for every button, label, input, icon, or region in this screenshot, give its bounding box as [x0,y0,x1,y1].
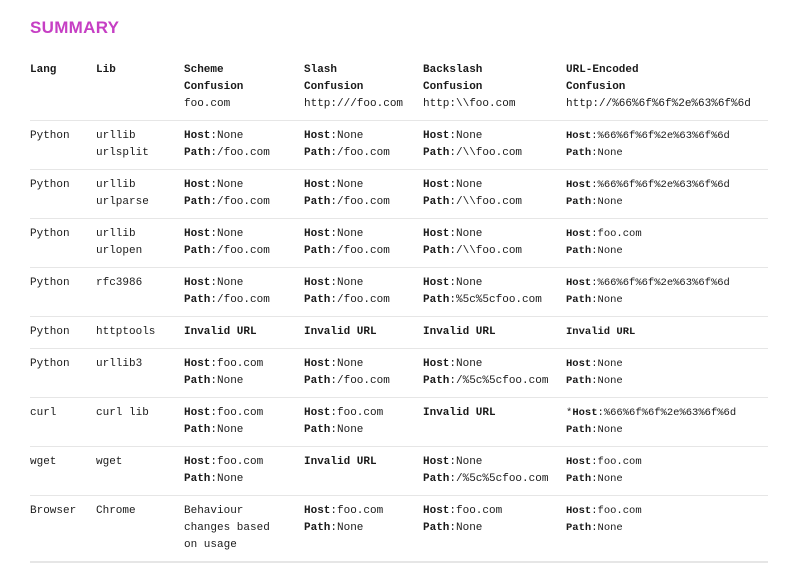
host-value: :None [210,179,244,191]
path-value: :None [330,424,364,436]
cell-scheme [184,268,304,317]
host-label: Host [566,179,592,191]
host-label: Host [423,456,450,468]
path-value: :/\\foo.com [449,245,523,257]
host-value: :None [330,228,364,240]
cell-backslash [423,398,566,447]
cell-lib [96,317,184,349]
host-line [304,177,423,194]
asterisk-note: * [566,407,573,419]
cell-backslash [423,121,566,170]
header-scheme-line2: Confusion [184,81,244,93]
host-value: :None [330,358,364,370]
path-line [423,471,566,488]
path-label: Path [304,196,331,208]
header-encoded-line1: URL-Encoded [566,64,639,76]
host-value: :foo.com [210,358,264,370]
table-row [30,447,768,496]
path-label: Path [304,294,331,306]
path-label: Path [184,424,211,436]
cell-lib [96,219,184,268]
path-line [423,145,566,162]
host-line [566,454,768,471]
host-label: Host [566,358,592,370]
host-label: Host [184,456,211,468]
cell-slash [304,317,423,349]
host-line [184,454,304,471]
path-line [423,243,566,260]
cell-backslash [423,170,566,219]
path-label: Path [304,245,331,257]
header-lib: Lib [96,64,116,76]
cell-backslash [423,219,566,268]
host-line [566,177,768,194]
path-label: Path [566,196,592,208]
path-line [184,373,304,390]
invalid-url-label: Invalid URL [423,407,496,419]
path-line [304,292,423,309]
path-value: :None [591,375,623,387]
header-scheme [184,62,304,121]
cell-lang: Python [30,277,70,289]
cell-lib [96,349,184,398]
cell-slash [304,268,423,317]
path-label: Path [184,245,211,257]
host-line [566,128,768,145]
host-value: :None [330,277,364,289]
host-label: Host [566,505,592,517]
cell-backslash [423,317,566,349]
host-label: Host [304,505,331,517]
path-value: :None [591,245,623,257]
host-line [184,275,304,292]
path-value: :%5c%5cfoo.com [449,294,542,306]
cell-encoded [566,496,768,563]
cell-encoded [566,447,768,496]
lib-name: rfc3986 [96,277,143,289]
cell-lang: Python [30,179,70,191]
page-title: SUMMARY [30,18,120,37]
cell-slash [304,219,423,268]
path-line [184,471,304,488]
path-line [566,145,768,162]
lib-name: Chrome [96,505,136,517]
host-line [304,275,423,292]
path-line [184,145,304,162]
host-line [184,128,304,145]
host-label: Host [304,407,331,419]
cell-scheme [184,219,304,268]
table-body [30,121,768,563]
path-value: :None [210,473,244,485]
path-value: :None [591,424,623,436]
cell-scheme [184,496,304,563]
host-value: :foo.com [210,407,264,419]
path-value: :/foo.com [210,294,270,306]
path-line [304,243,423,260]
path-value: :/foo.com [210,245,270,257]
host-value: :%66%6f%6f%2e%63%6f%6d [591,179,730,191]
host-value: :foo.com [330,407,384,419]
summary-table [30,62,768,563]
host-label: Host [566,456,592,468]
path-label: Path [423,522,450,534]
host-label: Host [184,228,211,240]
lib-name: urlopen [96,245,143,257]
path-label: Path [566,375,592,387]
path-value: :None [591,294,623,306]
cell-lang: Python [30,228,70,240]
path-value: :None [591,473,623,485]
lib-name: urlsplit [96,147,149,159]
host-label: Host [423,179,450,191]
host-line [304,405,423,422]
path-label: Path [184,375,211,387]
host-value: :%66%6f%6f%2e%63%6f%6d [591,277,730,289]
path-line [566,373,768,390]
cell-encoded [566,268,768,317]
path-value: :/foo.com [330,147,390,159]
host-line [304,226,423,243]
path-label: Path [423,294,450,306]
path-value: :/foo.com [210,196,270,208]
path-line [184,243,304,260]
cell-lang: curl [30,407,57,419]
host-line [566,503,768,520]
host-label: Host [423,277,450,289]
path-line [423,373,566,390]
path-label: Path [304,375,331,387]
cell-lang: Python [30,358,70,370]
header-backslash-line2: Confusion [423,81,483,93]
cell-slash [304,170,423,219]
cell-lang: wget [30,456,57,468]
invalid-url-label: Invalid URL [184,326,257,338]
path-line [566,243,768,260]
lib-name: urlparse [96,196,149,208]
path-line [304,520,423,537]
path-label: Path [566,147,592,159]
host-line [423,128,566,145]
host-value: :None [449,228,483,240]
lib-name: wget [96,456,123,468]
behaviour-note: on usage [184,539,237,551]
cell-scheme [184,317,304,349]
header-slash-line1: Slash [304,64,338,76]
lib-name: urllib [96,130,136,142]
host-label: Host [566,130,592,142]
host-value: :None [210,130,244,142]
cell-slash [304,349,423,398]
path-value: :/foo.com [330,196,390,208]
header-backslash-line1: Backslash [423,64,483,76]
host-value: :None [449,358,483,370]
cell-slash [304,121,423,170]
path-value: :/\\foo.com [449,147,523,159]
header-scheme-example: foo.com [184,98,231,110]
invalid-url-label: Invalid URL [566,326,636,338]
cell-backslash [423,268,566,317]
cell-lang: Python [30,326,70,338]
host-value: :foo.com [330,505,384,517]
host-value: :foo.com [591,228,642,240]
table-row [30,398,768,447]
path-label: Path [566,473,592,485]
table-row [30,349,768,398]
path-label: Path [304,147,331,159]
behaviour-note: changes based [184,522,270,534]
path-value: :None [449,522,483,534]
path-value: :/foo.com [210,147,270,159]
host-value: :None [591,358,623,370]
host-value: :foo.com [591,456,642,468]
path-line [423,292,566,309]
host-line [184,226,304,243]
host-line [184,356,304,373]
host-line [566,405,768,422]
host-label: Host [304,179,331,191]
host-value: :None [449,179,483,191]
path-value: :None [210,375,244,387]
host-line [423,226,566,243]
path-line [304,194,423,211]
path-label: Path [423,147,450,159]
cell-encoded [566,121,768,170]
header-slash-line2: Confusion [304,81,364,93]
header-scheme-line1: Scheme [184,64,224,76]
path-value: :None [591,522,623,534]
host-line [304,356,423,373]
path-label: Path [184,294,211,306]
cell-backslash [423,447,566,496]
host-line [566,275,768,292]
host-value: :None [330,179,364,191]
cell-lang: Python [30,130,70,142]
cell-backslash [423,349,566,398]
header-lang: Lang [30,64,57,76]
header-slash-example: http:///foo.com [304,98,404,110]
host-line [184,405,304,422]
host-value: :%66%6f%6f%2e%63%6f%6d [597,407,737,419]
path-line [566,520,768,537]
cell-encoded [566,317,768,349]
cell-lib [96,447,184,496]
path-value: :None [591,147,623,159]
host-value: :foo.com [449,505,503,517]
path-line [304,422,423,439]
host-line [566,226,768,243]
cell-lib [96,268,184,317]
path-value: :None [210,424,244,436]
host-line [304,503,423,520]
host-label: Host [572,407,598,419]
cell-backslash [423,496,566,563]
path-line [184,422,304,439]
path-line [566,292,768,309]
path-label: Path [566,424,592,436]
host-label: Host [184,179,211,191]
header-backslash [423,62,566,121]
lib-name: httptools [96,326,156,338]
host-label: Host [184,407,211,419]
host-value: :None [449,130,483,142]
header-encoded [566,62,768,121]
host-line [423,275,566,292]
path-label: Path [566,245,592,257]
path-value: :/\\foo.com [449,196,523,208]
cell-lang: Browser [30,505,77,517]
header-slash [304,62,423,121]
path-line [184,194,304,211]
host-label: Host [423,505,450,517]
path-value: :/foo.com [330,245,390,257]
header-encoded-example: http://%66%6f%6f%2e%63%6f%6d [566,98,751,110]
host-label: Host [566,277,592,289]
cell-lib [96,121,184,170]
cell-scheme [184,349,304,398]
path-value: :/%5c%5cfoo.com [449,375,549,387]
path-value: :/foo.com [330,294,390,306]
cell-scheme [184,447,304,496]
cell-scheme [184,170,304,219]
header-backslash-example: http:\\foo.com [423,98,516,110]
path-line [304,145,423,162]
cell-encoded [566,398,768,447]
cell-lib [96,496,184,563]
host-label: Host [566,228,592,240]
lib-name: urllib [96,228,136,240]
host-line [184,177,304,194]
path-line [304,373,423,390]
host-value: :None [210,228,244,240]
cell-encoded [566,349,768,398]
path-value: :None [330,522,364,534]
path-line [423,194,566,211]
invalid-url-label: Invalid URL [304,456,377,468]
path-label: Path [423,375,450,387]
lib-name: urllib3 [96,358,143,370]
host-value: :foo.com [591,505,642,517]
table-row [30,170,768,219]
host-line [423,177,566,194]
path-label: Path [423,196,450,208]
host-value: :%66%6f%6f%2e%63%6f%6d [591,130,730,142]
invalid-url-label: Invalid URL [304,326,377,338]
path-line [184,292,304,309]
path-label: Path [566,294,592,306]
behaviour-note: Behaviour [184,505,244,517]
path-label: Path [304,522,331,534]
path-label: Path [423,473,450,485]
path-label: Path [304,424,331,436]
host-label: Host [184,277,211,289]
lib-name: curl lib [96,407,149,419]
host-line [423,356,566,373]
lib-name: urllib [96,179,136,191]
host-label: Host [304,228,331,240]
path-line [566,471,768,488]
cell-scheme [184,121,304,170]
cell-scheme [184,398,304,447]
path-label: Path [184,196,211,208]
host-label: Host [423,358,450,370]
host-label: Host [184,358,211,370]
table-row [30,268,768,317]
cell-lib [96,170,184,219]
host-line [423,454,566,471]
host-value: :foo.com [210,456,264,468]
host-value: :None [210,277,244,289]
invalid-url-label: Invalid URL [423,326,496,338]
path-line [423,520,566,537]
host-line [566,356,768,373]
cell-lib [96,398,184,447]
host-label: Host [304,277,331,289]
path-value: :/%5c%5cfoo.com [449,473,549,485]
host-value: :None [330,130,364,142]
host-value: :None [449,277,483,289]
table-row [30,317,768,349]
path-value: :None [591,196,623,208]
host-label: Host [423,130,450,142]
host-label: Host [423,228,450,240]
host-line [423,503,566,520]
table-row [30,496,768,563]
table-row [30,121,768,170]
path-label: Path [184,473,211,485]
cell-slash [304,447,423,496]
path-label: Path [566,522,592,534]
host-line [304,128,423,145]
cell-slash [304,398,423,447]
path-line [566,194,768,211]
path-label: Path [184,147,211,159]
host-label: Host [184,130,211,142]
host-label: Host [304,130,331,142]
table-row [30,219,768,268]
cell-encoded [566,219,768,268]
header-encoded-line2: Confusion [566,81,626,93]
header-row [30,62,768,121]
path-value: :/foo.com [330,375,390,387]
path-line [566,422,768,439]
path-label: Path [423,245,450,257]
cell-encoded [566,170,768,219]
host-label: Host [304,358,331,370]
cell-slash [304,496,423,563]
host-value: :None [449,456,483,468]
